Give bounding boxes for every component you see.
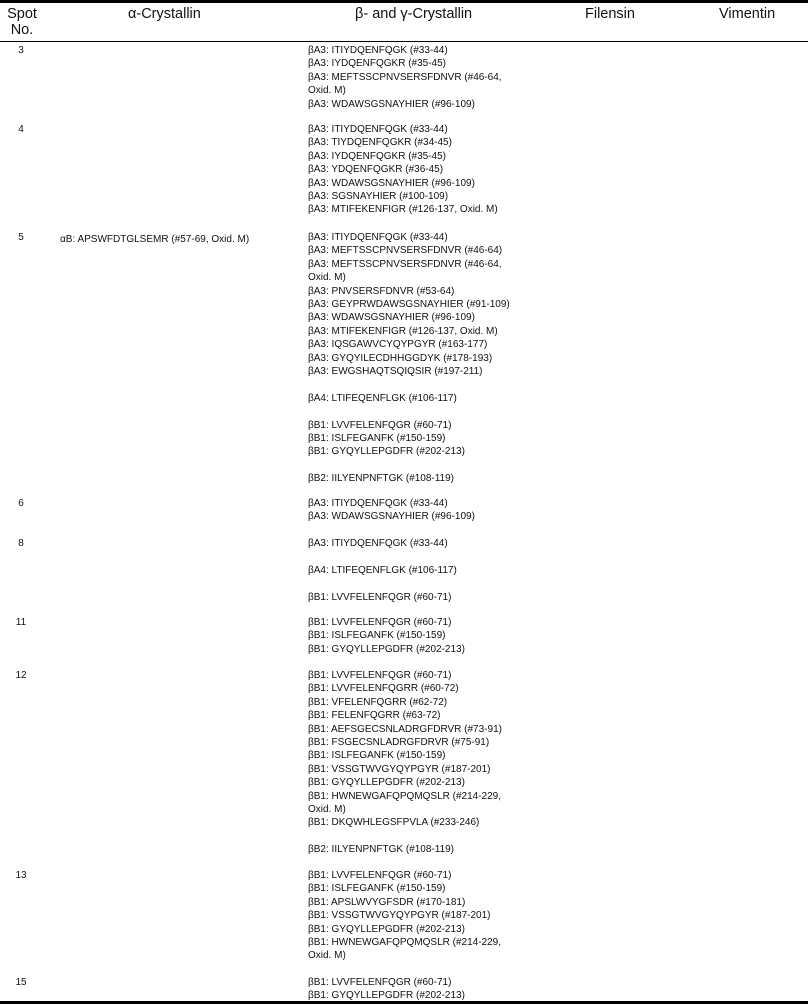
alpha-peptide: αB: APSWFDTGLSEMR (#57-69, Oxid. M) <box>60 234 250 245</box>
header-filensin: Filensin <box>585 6 635 22</box>
header-rule <box>0 41 808 42</box>
beta-gamma-peptide: βA3: GYQYILECDHHGGDYK (#178-193) <box>308 352 493 364</box>
beta-gamma-peptide: βA3: ITIYDQENFQGK (#33-44) <box>308 538 448 549</box>
beta-gamma-peptide: βB1: APSLWVYGFSDR (#170-181) <box>308 896 466 908</box>
beta-gamma-peptide: βB1: LVVFELENFQGR (#60-71) <box>308 591 452 603</box>
beta-gamma-peptide: βA3: MTIFEKENFIGR (#126-137, Oxid. M) <box>308 325 498 337</box>
table-bottom-rule <box>0 1001 808 1004</box>
beta-gamma-peptide: βA3: WDAWSGSNAYHIER (#96-109) <box>308 312 475 324</box>
beta-gamma-peptide: βB1: GYQYLLEPGDFR (#202-213) <box>308 990 465 1002</box>
beta-gamma-peptide: βA4: LTIFEQENFLGK (#106-117) <box>308 564 457 576</box>
beta-gamma-peptide: βA3: TIYDQENFQGKR (#34-45) <box>308 137 452 149</box>
beta-gamma-peptide: βB1: GYQYLLEPGDFR (#202-213) <box>308 446 465 458</box>
beta-gamma-peptide: βB1: DKQWHLEGSFPVLA (#233-246) <box>308 817 480 829</box>
beta-gamma-peptide: βB1: FELENFQGRR (#63-72) <box>308 710 441 722</box>
beta-gamma-peptide: βA3: WDAWSGSNAYHIER (#96-109) <box>308 511 475 523</box>
beta-gamma-peptide: βA3: MEFTSSCPNVSERSFDNVR (#46-64) <box>308 245 503 257</box>
beta-gamma-peptide: βA3: GEYPRWDAWSGSNAYHIER (#91-109) <box>308 299 510 310</box>
beta-gamma-peptide: βA3: MEFTSSCPNVSERSFDNVR (#46-64, <box>308 71 502 83</box>
beta-gamma-peptide: βA3: ITIYDQENFQGK (#33-44) <box>308 124 448 135</box>
beta-gamma-peptide: βB1: ISLFEGANFK (#150-159) <box>308 883 446 895</box>
beta-gamma-peptide: βA3: EWGSHAQTSQIQSIR (#197-211) <box>308 366 483 377</box>
beta-gamma-peptide: βA3: YDQENFQGKR (#36-45) <box>308 164 444 176</box>
beta-gamma-peptide: Oxid. M) <box>308 272 346 284</box>
beta-gamma-peptide: βB1: HWNEWGAFQPQMQSLR (#214-229, <box>308 937 502 948</box>
beta-gamma-peptide: βB1: FSGECSNLADRGFDRVR (#75-91) <box>308 737 490 748</box>
beta-gamma-peptide: βB1: VSSGTWVGYQYPGYR (#187-201) <box>308 910 491 922</box>
beta-gamma-peptide: βB1: VFELENFQGRR (#62-72) <box>308 696 448 708</box>
beta-gamma-peptide: Oxid. M) <box>308 950 346 962</box>
beta-gamma-peptide: βB1: GYQYLLEPGDFR (#202-213) <box>308 777 465 789</box>
spot-number: 6 <box>18 498 24 509</box>
beta-gamma-peptide: βB1: LVVFELENFQGR (#60-71) <box>308 419 452 431</box>
beta-gamma-peptide: βB1: LVVFELENFQGR (#60-71) <box>308 977 452 988</box>
beta-gamma-peptide: βA3: ITIYDQENFQGK (#33-44) <box>308 45 448 56</box>
beta-gamma-peptide: βB1: ISLFEGANFK (#150-159) <box>308 630 446 642</box>
spot-number: 3 <box>18 45 24 56</box>
spot-number: 12 <box>15 670 27 681</box>
beta-gamma-peptide: βA3: ITIYDQENFQGK (#33-44) <box>308 498 448 509</box>
beta-gamma-peptide: βB1: LVVFELENFQGR (#60-71) <box>308 870 452 881</box>
spot-number: 4 <box>18 124 24 135</box>
spot-number: 5 <box>18 232 24 243</box>
beta-gamma-peptide: βB1: LVVFELENFQGRR (#60-72) <box>308 683 459 695</box>
beta-gamma-peptide: βA3: WDAWSGSNAYHIER (#96-109) <box>308 177 475 189</box>
beta-gamma-peptide: Oxid. M) <box>308 85 346 97</box>
beta-gamma-peptide: βA3: PNVSERSFDNVR (#53-64) <box>308 285 455 297</box>
header-alpha-crystallin: α-Crystallin <box>128 6 201 22</box>
beta-gamma-peptide: βA3: WDAWSGSNAYHIER (#96-109) <box>308 98 475 110</box>
beta-gamma-peptide: βB1: VSSGTWVGYQYPGYR (#187-201) <box>308 763 491 775</box>
beta-gamma-peptide: βA4: LTIFEQENFLGK (#106-117) <box>308 392 457 404</box>
beta-gamma-peptide: βB1: LVVFELENFQGR (#60-71) <box>308 617 452 628</box>
beta-gamma-peptide: βB2: IILYENPNFTGK (#108-119) <box>308 844 454 856</box>
beta-gamma-peptide: βA3: IYDQENFQGKR (#35-45) <box>308 150 447 162</box>
beta-gamma-peptide: βA3: ITIYDQENFQGK (#33-44) <box>308 232 448 243</box>
spot-number: 8 <box>18 538 24 549</box>
table-top-rule <box>0 0 808 3</box>
beta-gamma-peptide: βB1: GYQYLLEPGDFR (#202-213) <box>308 643 465 655</box>
beta-gamma-peptide: βB1: ISLFEGANFK (#150-159) <box>308 750 446 762</box>
spot-number: 11 <box>15 617 27 628</box>
beta-gamma-peptide: βA3: MEFTSSCPNVSERSFDNVR (#46-64, <box>308 258 502 270</box>
beta-gamma-peptide: βA3: IQSGAWVCYQYPGYR (#163-177) <box>308 339 488 351</box>
beta-gamma-peptide: βB1: AEFSGECSNLADRGFDRVR (#73-91) <box>308 723 502 735</box>
beta-gamma-peptide: βB1: LVVFELENFQGR (#60-71) <box>308 670 452 681</box>
beta-gamma-peptide: βB1: GYQYLLEPGDFR (#202-213) <box>308 923 465 935</box>
spot-number: 13 <box>15 870 27 881</box>
spot-number: 15 <box>15 977 27 988</box>
beta-gamma-peptide: βA3: IYDQENFQGKR (#35-45) <box>308 58 447 70</box>
header-spot: Spot <box>7 6 37 22</box>
beta-gamma-peptide: βB2: IILYENPNFTGK (#108-119) <box>308 473 454 485</box>
beta-gamma-peptide: Oxid. M) <box>308 804 346 815</box>
header-vimentin: Vimentin <box>719 6 776 22</box>
beta-gamma-peptide: βB1: HWNEWGAFQPQMQSLR (#214-229, <box>308 790 502 802</box>
beta-gamma-peptide: βB1: ISLFEGANFK (#150-159) <box>308 433 446 444</box>
header-beta-gamma-crystallin: β- and γ-Crystallin <box>355 6 473 22</box>
beta-gamma-peptide: βA3: MTIFEKENFIGR (#126-137, Oxid. M) <box>308 204 498 216</box>
header-spot-no: No. <box>10 22 34 38</box>
beta-gamma-peptide: βA3: SGSNAYHIER (#100-109) <box>308 191 449 202</box>
